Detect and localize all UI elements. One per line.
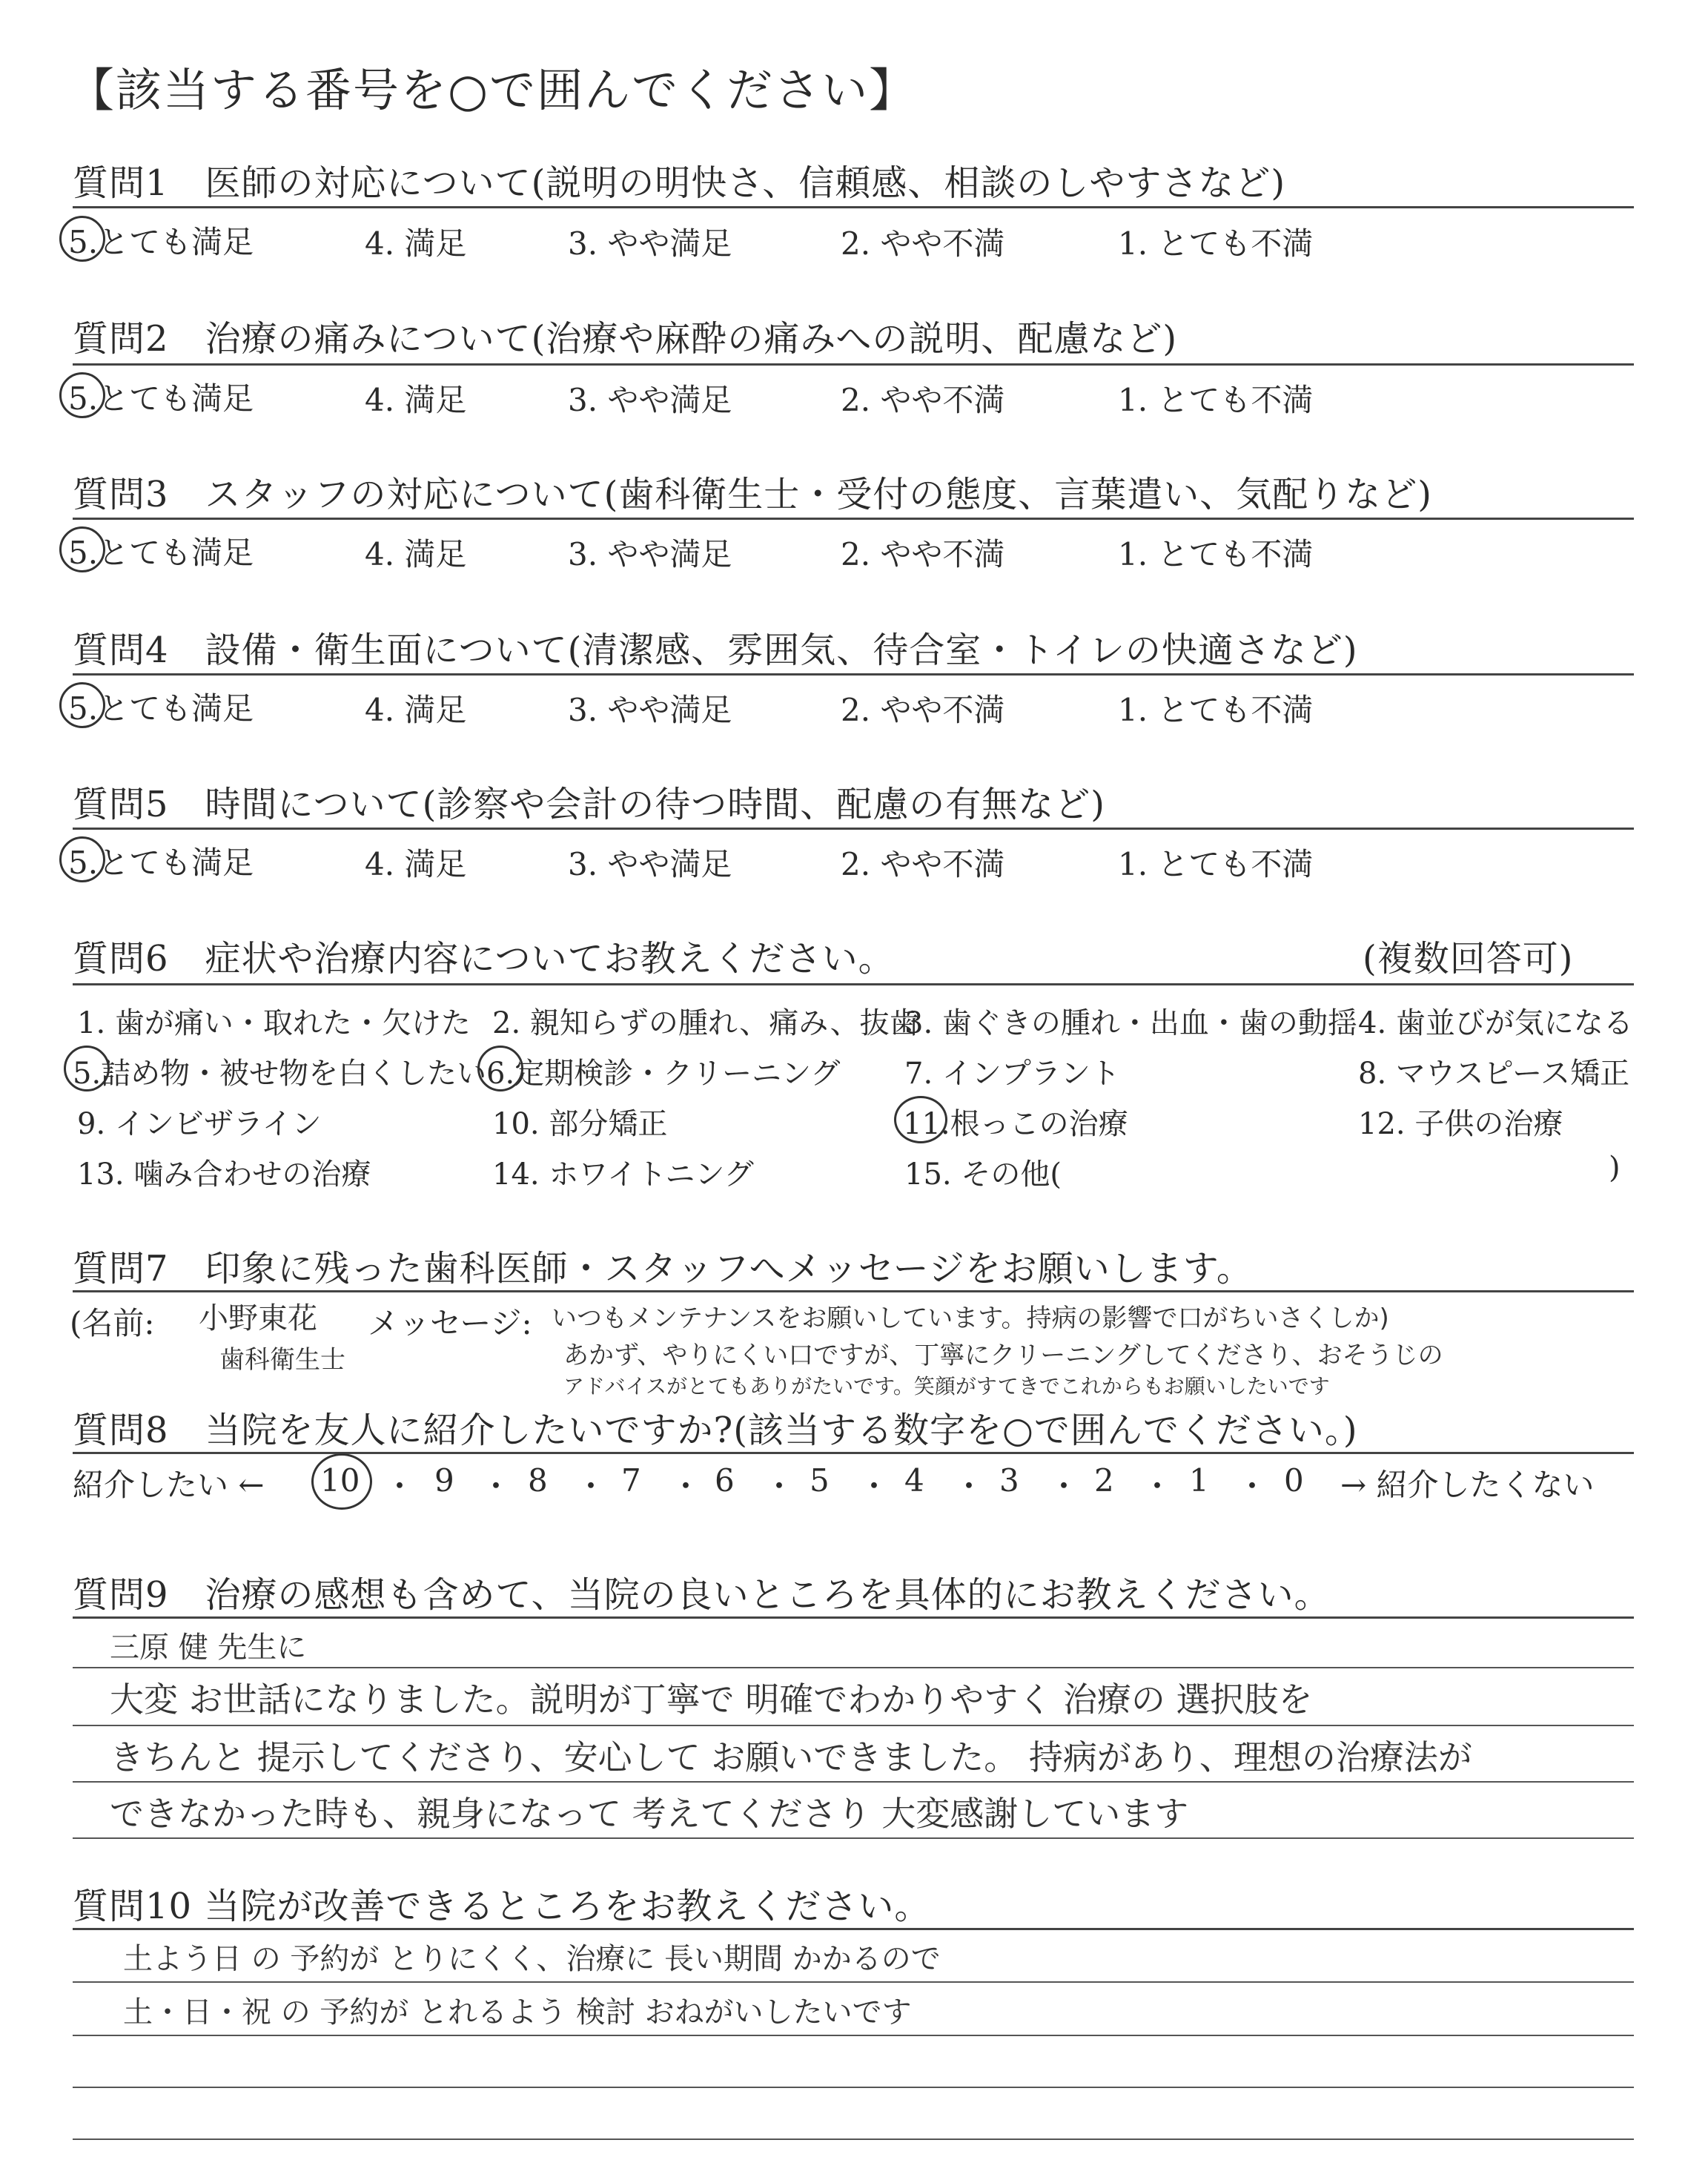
q6-option-7[interactable]: 7. インプラント (904, 1057, 1120, 1091)
option-4[interactable]: 4. 満足 (365, 536, 467, 572)
option-1[interactable]: 1. とても不満 (1118, 692, 1314, 728)
option-3[interactable]: 3. やや満足 (568, 382, 732, 418)
scale-3[interactable]: 3 (999, 1462, 1019, 1499)
scale-dot: ・ (480, 1468, 512, 1505)
staff-name[interactable]: 小野東花 (199, 1301, 317, 1335)
scale-dot: ・ (953, 1468, 985, 1505)
option-4[interactable]: 4. 満足 (365, 225, 467, 262)
staff-role[interactable]: 歯科衛生士 (219, 1345, 345, 1375)
scale-dot: ・ (858, 1468, 890, 1505)
option-4[interactable]: 4. 満足 (365, 692, 467, 728)
scale-dot: ・ (1048, 1468, 1080, 1505)
answer-line-2[interactable]: 大変 お世話になりました。説明が丁寧で 明確でわかりやすく 治療の 選択肢を (110, 1680, 1313, 1720)
q6-option-6[interactable]: 6.定期検診・クリーニング (486, 1057, 841, 1091)
question-3-rule (73, 518, 1634, 520)
q6-option-8[interactable]: 8. マウスピース矯正 (1358, 1057, 1630, 1091)
question-8-title: 質問8 当院を友人に紹介したいですか?(該当する数字を○で囲んでください。) (73, 1410, 1358, 1451)
question-7-rule (73, 1290, 1634, 1292)
name-label: (名前: (70, 1305, 155, 1341)
question-1-rule (73, 206, 1634, 208)
answer-rule (73, 2087, 1634, 2088)
option-3[interactable]: 3. やや満足 (568, 225, 732, 262)
option-4[interactable]: 4. 満足 (365, 382, 467, 418)
option-5[interactable]: 5.とても満足 (68, 690, 254, 727)
improvement-line-2[interactable]: 土・日・祝 の 予約が とれるよう 検討 おねがいしたいです (123, 1995, 912, 2029)
question-6-note: (複数回答可) (1363, 938, 1574, 980)
answer-rule (73, 1725, 1634, 1726)
question-6-title: 質問6 症状や治療内容についてお教えください。 (73, 938, 895, 980)
scale-dot: ・ (670, 1468, 702, 1505)
scale-8[interactable]: 8 (528, 1462, 548, 1499)
q6-option-11[interactable]: 11.根っこの治療 (903, 1107, 1128, 1141)
question-3-title: 質問3 スタッフの対応について(歯科衛生士・受付の態度、言葉遣い、気配りなど) (73, 474, 1433, 515)
q6-option-14[interactable]: 14. ホワイトニング (492, 1157, 754, 1192)
question-4-title: 質問4 設備・衛生面について(清潔感、雰囲気、待合室・トイレの快適さなど) (73, 630, 1358, 671)
q6-option-13[interactable]: 13. 噛み合わせの治療 (77, 1157, 371, 1192)
q6-option-5[interactable]: 5.詰め物・被せ物を白くしたい (73, 1057, 487, 1091)
question-4-rule (73, 673, 1634, 676)
option-5[interactable]: 5.とても満足 (68, 535, 254, 571)
scale-dot: ・ (1237, 1468, 1268, 1505)
question-2-rule (73, 363, 1634, 366)
option-3[interactable]: 3. やや満足 (568, 692, 732, 728)
option-1[interactable]: 1. とても不満 (1118, 536, 1314, 572)
option-4[interactable]: 4. 満足 (365, 846, 467, 882)
option-1[interactable]: 1. とても不満 (1118, 382, 1314, 418)
q6-option-1[interactable]: 1. 歯が痛い・取れた・欠けた (77, 1006, 471, 1040)
option-1[interactable]: 1. とても不満 (1118, 225, 1314, 262)
q6-option-12[interactable]: 12. 子供の治療 (1358, 1107, 1563, 1141)
message-label: メッセージ: (368, 1305, 532, 1341)
q6-option-9[interactable]: 9. インビザライン (77, 1107, 322, 1141)
option-2[interactable]: 2. やや不満 (841, 382, 1005, 418)
option-5[interactable]: 5.とても満足 (68, 224, 254, 260)
question-9-title: 質問9 治療の感想も含めて、当院の良いところを具体的にお教えください。 (73, 1574, 1331, 1616)
answer-line-1[interactable]: 三原 健 先生に (110, 1631, 307, 1665)
q6-option-2[interactable]: 2. 親知らずの腫れ、痛み、抜歯 (492, 1006, 919, 1040)
message-line-2[interactable]: あかず、やりにくい口ですが、丁寧にクリーニングしてくださり、おそうじの (563, 1341, 1443, 1370)
scale-6[interactable]: 6 (715, 1462, 735, 1499)
option-3[interactable]: 3. やや満足 (568, 846, 732, 882)
scale-dot: ・ (764, 1468, 795, 1505)
q6-option-4[interactable]: 4. 歯並びが気になる (1358, 1006, 1633, 1040)
scale-2[interactable]: 2 (1094, 1462, 1114, 1499)
q6-option-15[interactable]: 15. その他( (904, 1157, 1062, 1192)
answer-rule (73, 1981, 1634, 1983)
scale-4[interactable]: 4 (904, 1462, 924, 1499)
question-10-rule (73, 1928, 1634, 1930)
scale-7[interactable]: 7 (621, 1462, 641, 1499)
q6-option-10[interactable]: 10. 部分矯正 (492, 1107, 668, 1141)
scale-dot: ・ (575, 1468, 607, 1505)
question-7-title: 質問7 印象に残った歯科医師・スタッフへメッセージをお願いします。 (73, 1248, 1253, 1289)
answer-rule (73, 1781, 1634, 1783)
question-6-rule (73, 983, 1634, 985)
recommend-left-label: 紹介したい ← (73, 1467, 265, 1503)
question-1-title: 質問1 医師の対応について(説明の明快さ、信頼感、相談のしやすさなど) (73, 162, 1286, 204)
answer-rule (73, 2035, 1634, 2036)
option-2[interactable]: 2. やや不満 (841, 846, 1005, 882)
scale-0[interactable]: 0 (1284, 1462, 1304, 1499)
recommend-right-label: → 紹介したくない (1340, 1467, 1595, 1503)
q6-option-15-close: ) (1609, 1151, 1621, 1185)
question-10-title: 質問10 当院が改善できるところをお教えください。 (73, 1886, 931, 1927)
option-1[interactable]: 1. とても不満 (1118, 846, 1314, 882)
scale-dot: ・ (384, 1468, 416, 1505)
scale-10[interactable]: 10 (320, 1462, 360, 1499)
option-5[interactable]: 5.とても満足 (68, 380, 254, 417)
question-2-title: 質問2 治療の痛みについて(治療や麻酔の痛みへの説明、配慮など) (73, 318, 1178, 360)
option-3[interactable]: 3. やや満足 (568, 536, 732, 572)
answer-rule (73, 1837, 1634, 1839)
option-2[interactable]: 2. やや不満 (841, 692, 1005, 728)
option-2[interactable]: 2. やや不満 (841, 536, 1005, 572)
question-9-rule (73, 1616, 1634, 1619)
scale-5[interactable]: 5 (810, 1462, 830, 1499)
message-line-1[interactable]: いつもメンテナンスをお願いしています。持病の影響で口がちいさくしか) (552, 1304, 1389, 1333)
answer-rule (73, 1667, 1634, 1668)
question-5-title: 質問5 時間について(診察や会計の待つ時間、配慮の有無など) (73, 784, 1106, 825)
scale-9[interactable]: 9 (434, 1462, 454, 1499)
improvement-line-1[interactable]: 土よう日 の 予約が とりにくく、治療に 長い期間 かかるので (123, 1942, 941, 1976)
question-5-rule (73, 828, 1634, 830)
message-line-3[interactable]: アドバイスがとてもありがたいです。笑顔がすてきでこれからもお願いしたいです (563, 1374, 1330, 1398)
option-2[interactable]: 2. やや不満 (841, 225, 1005, 262)
scale-1[interactable]: 1 (1189, 1462, 1209, 1499)
q6-option-3[interactable]: 3. 歯ぐきの腫れ・出血・歯の動揺 (904, 1006, 1357, 1040)
scale-dot: ・ (1142, 1468, 1174, 1505)
answer-line-4[interactable]: できなかった時も、親身になって 考えてくださり 大変感謝しています (110, 1794, 1189, 1834)
question-8-rule (73, 1452, 1634, 1454)
sheet-title: 【該当する番号を○で囲んでください】 (68, 63, 917, 117)
answer-line-3[interactable]: きちんと 提示してくださり、安心して お願いできました。 持病があり、理想の治療法が (110, 1737, 1472, 1777)
option-5[interactable]: 5.とても満足 (68, 845, 254, 881)
answer-rule (73, 2138, 1634, 2140)
